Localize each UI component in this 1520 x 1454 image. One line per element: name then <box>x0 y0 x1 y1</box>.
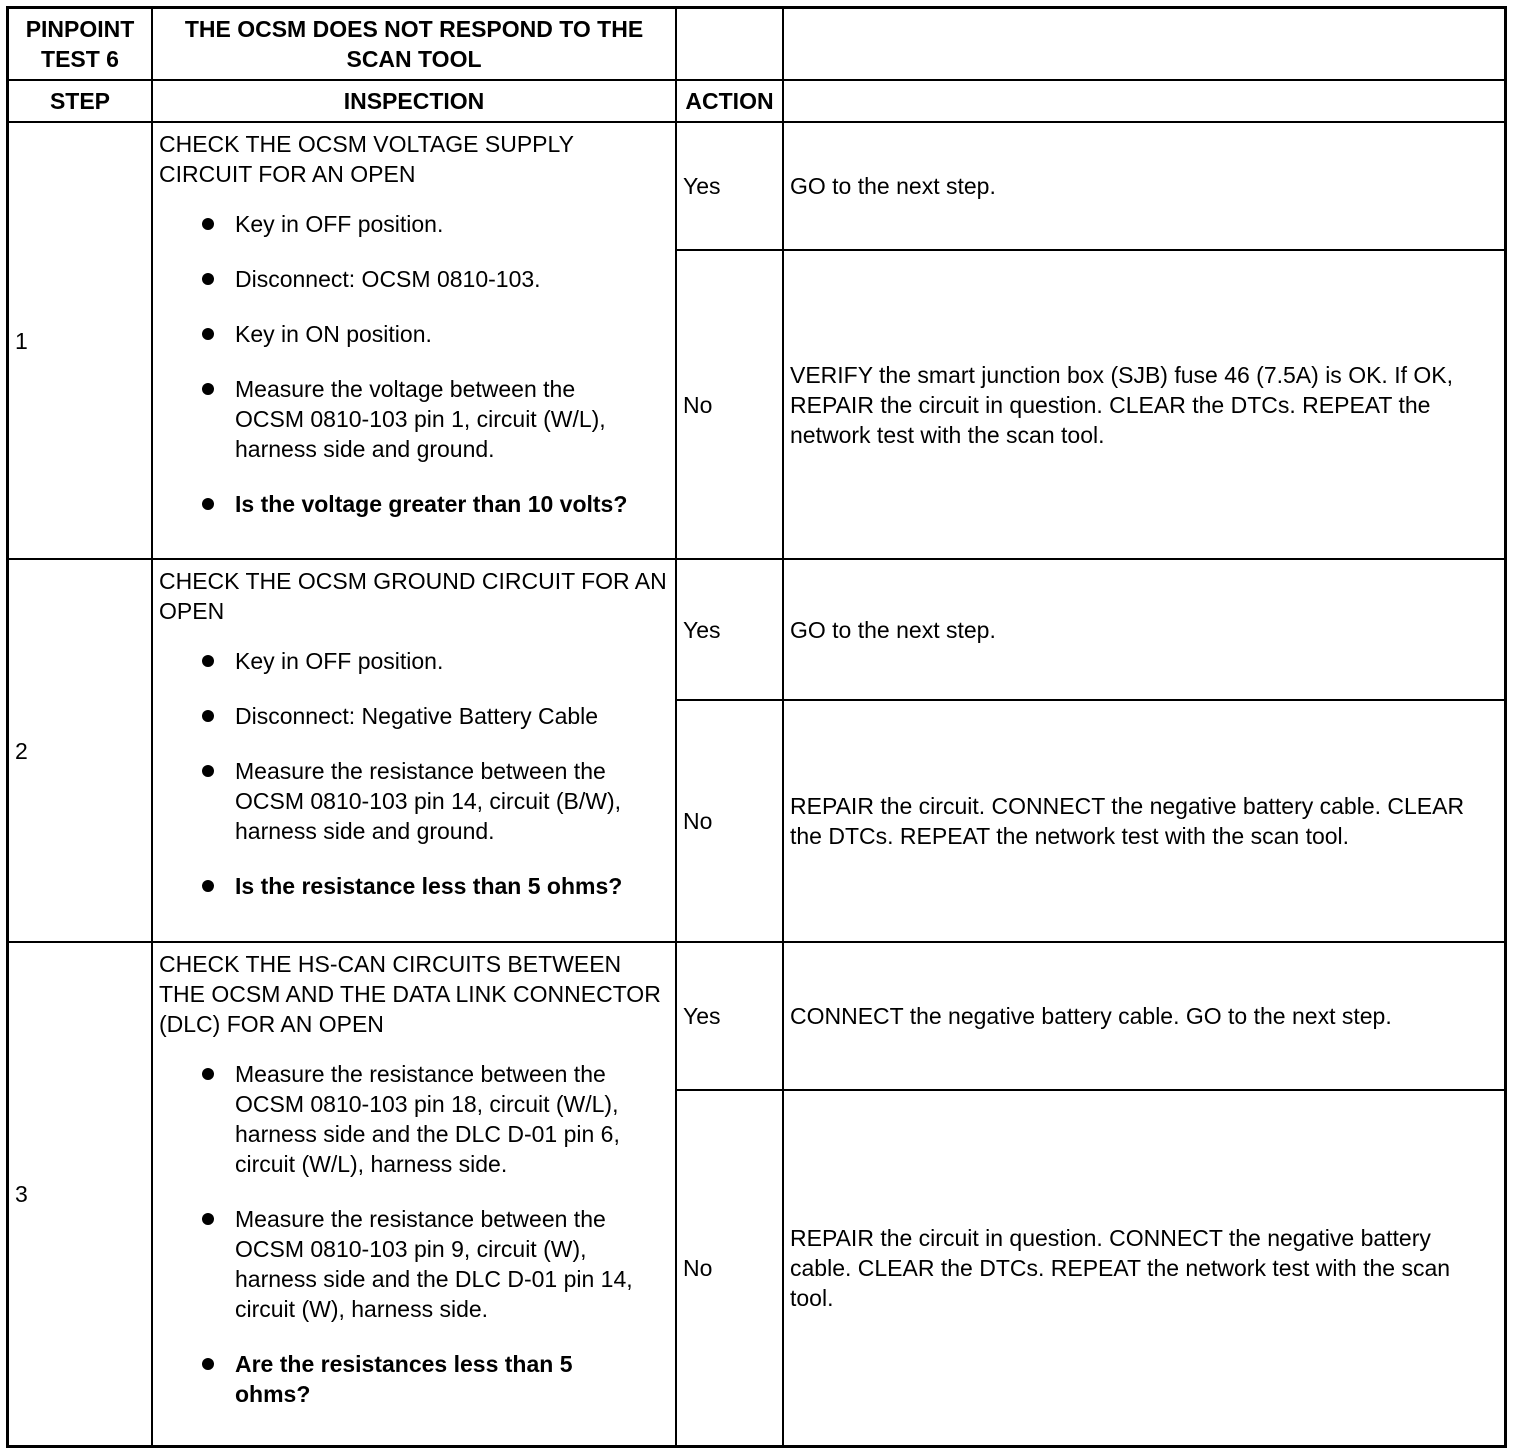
question-item: Are the resistances less than 5 ohms? <box>159 1349 669 1409</box>
pinpoint-test-table <box>6 6 1507 1448</box>
bullet-icon <box>202 1213 214 1225</box>
bullet-icon <box>202 880 214 892</box>
list-item: Disconnect: OCSM 0810-103. <box>159 264 669 294</box>
step-title: CHECK THE OCSM GROUND CIRCUIT FOR AN OPEN <box>159 568 667 624</box>
bullet-icon <box>202 710 214 722</box>
step-number: 3 <box>15 1181 28 1207</box>
step-title: CHECK THE HS-CAN CIRCUITS BETWEEN THE OCSM AND THE DATA LINK CONNECTOR (DLC) FOR AN OPEN <box>159 951 661 1037</box>
question-item: Is the voltage greater than 10 volts? <box>159 489 669 519</box>
test-title: THE OCSM DOES NOT RESPOND TO THE SCAN TOOL <box>184 16 644 72</box>
yes-action: CONNECT the negative battery cable. GO to the next step. <box>790 1003 1392 1029</box>
list-item: Key in ON position. <box>159 319 669 349</box>
inspection-list <box>159 209 669 519</box>
no-label: No <box>683 391 713 418</box>
list-item: Key in OFF position. <box>159 646 669 676</box>
yes-action: GO to the next step. <box>790 173 996 199</box>
no-action: REPAIR the circuit in question. CONNECT the negative battery cable. CLEAR the DTCs. REPEAT the network test with the scan tool. <box>790 1225 1451 1311</box>
yes-action: GO to the next step. <box>790 616 996 643</box>
bullet-icon <box>202 498 214 510</box>
step-title: CHECK THE OCSM VOLTAGE SUPPLY CIRCUIT FOR AN OPEN <box>159 131 574 187</box>
bullet-icon <box>202 1068 214 1080</box>
test-id: PINPOINT TEST 6 <box>25 16 135 72</box>
no-action: REPAIR the circuit. CONNECT the negative battery cable. CLEAR the DTCs. REPEAT the network test with the scan tool. <box>790 793 1465 849</box>
bullet-icon <box>202 765 214 777</box>
list-item: Key in OFF position. <box>159 209 669 239</box>
list-item: Measure the resistance between the OCSM 0810-103 pin 18, circuit (W/L), harness side and the DLC D-01 pin 6, circuit (W/L), harness side. <box>159 1059 669 1179</box>
bullet-icon <box>202 218 214 230</box>
bullet-icon <box>202 1358 214 1370</box>
column-header-inspection: INSPECTION <box>343 88 485 114</box>
inspection-list <box>159 646 669 901</box>
bullet-icon <box>202 383 214 395</box>
list-item: Measure the resistance between the OCSM 0810-103 pin 14, circuit (B/W), harness side and ground. <box>159 756 669 846</box>
column-header-step: STEP <box>49 88 111 114</box>
inspection-cell <box>153 560 675 941</box>
step-number: 1 <box>15 327 28 354</box>
bullet-icon <box>202 273 214 285</box>
yes-label: Yes <box>683 1003 721 1029</box>
column-header-action: ACTION <box>685 88 774 114</box>
no-label: No <box>683 808 713 834</box>
yes-label: Yes <box>683 616 721 643</box>
list-item: Measure the resistance between the OCSM 0810-103 pin 9, circuit (W), harness side and the DLC D-01 pin 14, circuit (W), harness side. <box>159 1204 669 1324</box>
question-item: Is the resistance less than 5 ohms? <box>159 871 669 901</box>
step-number: 2 <box>15 737 28 764</box>
bullet-icon <box>202 328 214 340</box>
no-action: VERIFY the smart junction box (SJB) fuse 46 (7.5A) is OK. If OK, REPAIR the circuit in question. CLEAR the DTCs. REPEAT the network test with the scan tool. <box>790 361 1453 448</box>
inspection-cell <box>153 123 675 558</box>
no-label: No <box>683 1255 713 1281</box>
list-item: Disconnect: Negative Battery Cable <box>159 701 669 731</box>
inspection-cell <box>153 943 675 1445</box>
inspection-list <box>159 1059 669 1409</box>
list-item: Measure the voltage between the OCSM 0810-103 pin 1, circuit (W/L), harness side and ground. <box>159 374 669 464</box>
yes-label: Yes <box>683 173 721 199</box>
bullet-icon <box>202 655 214 667</box>
